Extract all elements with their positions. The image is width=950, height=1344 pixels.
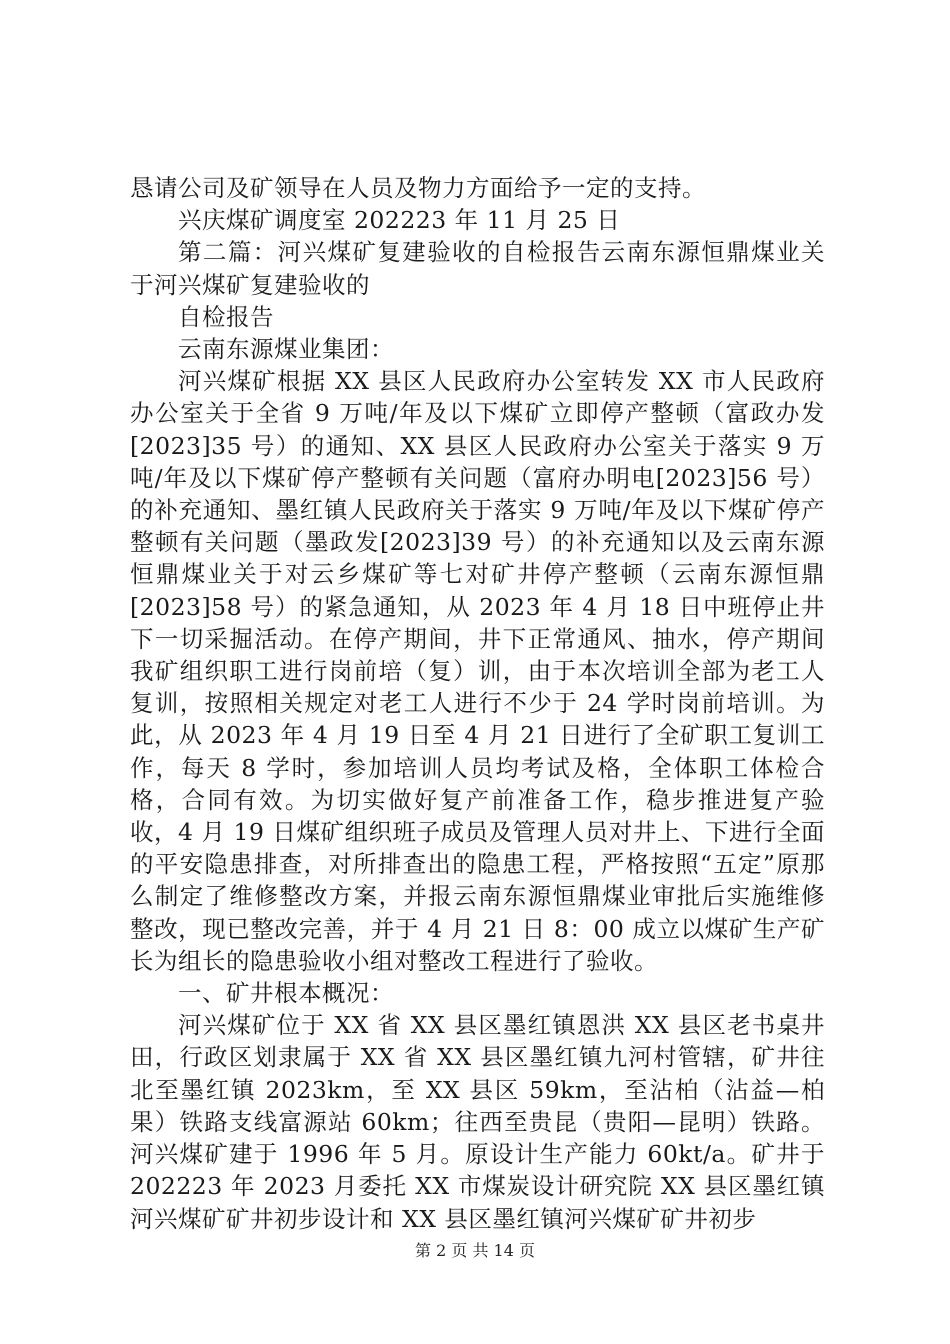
paragraph-section-title: 第二篇：河兴煤矿复建验收的自检报告云南东源恒鼎煤业关于河兴煤矿复建验收的 — [130, 238, 825, 299]
paragraph-mine-overview: 河兴煤矿位于 XX 省 XX 县区墨红镇恩洪 XX 县区老书桌井田，行政区划隶属于 XX 省 XX 县区墨红镇九河村管辖，矿井往北至墨红镇 2023km，至 XX 县区 59km，至沾柏（沾益—柏果）铁路支线富源站 60km；往西至贵昆（贵阳—昆明）铁路。河兴煤矿建于 1996 年 5 月。原设计生产能力 60kt/a。矿井于 202223 年 2023 月委托 XX 市煤炭设计研究院 XX 县区墨红镇河兴煤矿矿井初步设计和 XX 县区墨红镇河兴煤矿矿井初步 — [130, 1011, 825, 1233]
page-number-footer: 第 2 页 共 14 页 — [415, 1241, 535, 1260]
paragraph-support-request: 恳请公司及矿领导在人员及物力方面给予一定的支持。 — [130, 174, 706, 202]
document-body — [130, 172, 825, 1235]
paragraph-signature-date: 兴庆煤矿调度室 202223 年 11 月 25 日 — [178, 206, 621, 235]
paragraph-heading-overview: 一、矿井根本概况： — [178, 979, 394, 1008]
paragraph-addressee: 云南东源煤业集团： — [178, 335, 394, 364]
paragraph-main-body: 河兴煤矿根据 XX 县区人民政府办公室转发 XX 市人民政府办公室关于全省 9 万吨/年及以下煤矿立即停产整顿（富政办发[2023]35 号）的通知、XX 县区人民政府办公室关于落实 9 万吨/年及以下煤矿停产整顿有关问题（富府办明电[2023]56 号）的补充通知、墨红镇人民政府关于落实 9 万吨/年及以下煤矿停产整顿有关问题（墨政发[2023]39 号）的补充通知以及云南东源恒鼎煤业关于对云乡煤矿等七对矿井停产整顿（云南东源恒鼎[2023]58 号）的紧急通知，从 2023 年 4 月 18 日中班停止井下一切采掘活动。在停产期间，井下正常通风、抽水，停产期间我矿组织职工进行岗前培（复）训，由于本次培训全部为老工人复训，按照相关规定对老工人进行不少于 24 学时岗前培训。为此，从 2023 年 4 月 19 日至 4 月 21 日进行了全矿职工复训工作，每天 8 学时，参加培训人员均考试及格，全体职工体检合格，合同有效。为切实做好复产前准备工作，稳步推进复产验收，4 月 19 日煤矿组织班子成员及管理人员对井上、下进行全面的平安隐患排查，对所排查出的隐患工程，严格按照“五定”原那么制定了维修整改方案，并报云南东源恒鼎煤业审批后实施维修整改，现已整改完善，并于 4 月 21 日 8：00 成立以煤矿生产矿长为组长的隐患验收小组对整改工程进行了验收。 — [130, 367, 825, 975]
paragraph-report-title: 自检报告 — [178, 302, 274, 331]
